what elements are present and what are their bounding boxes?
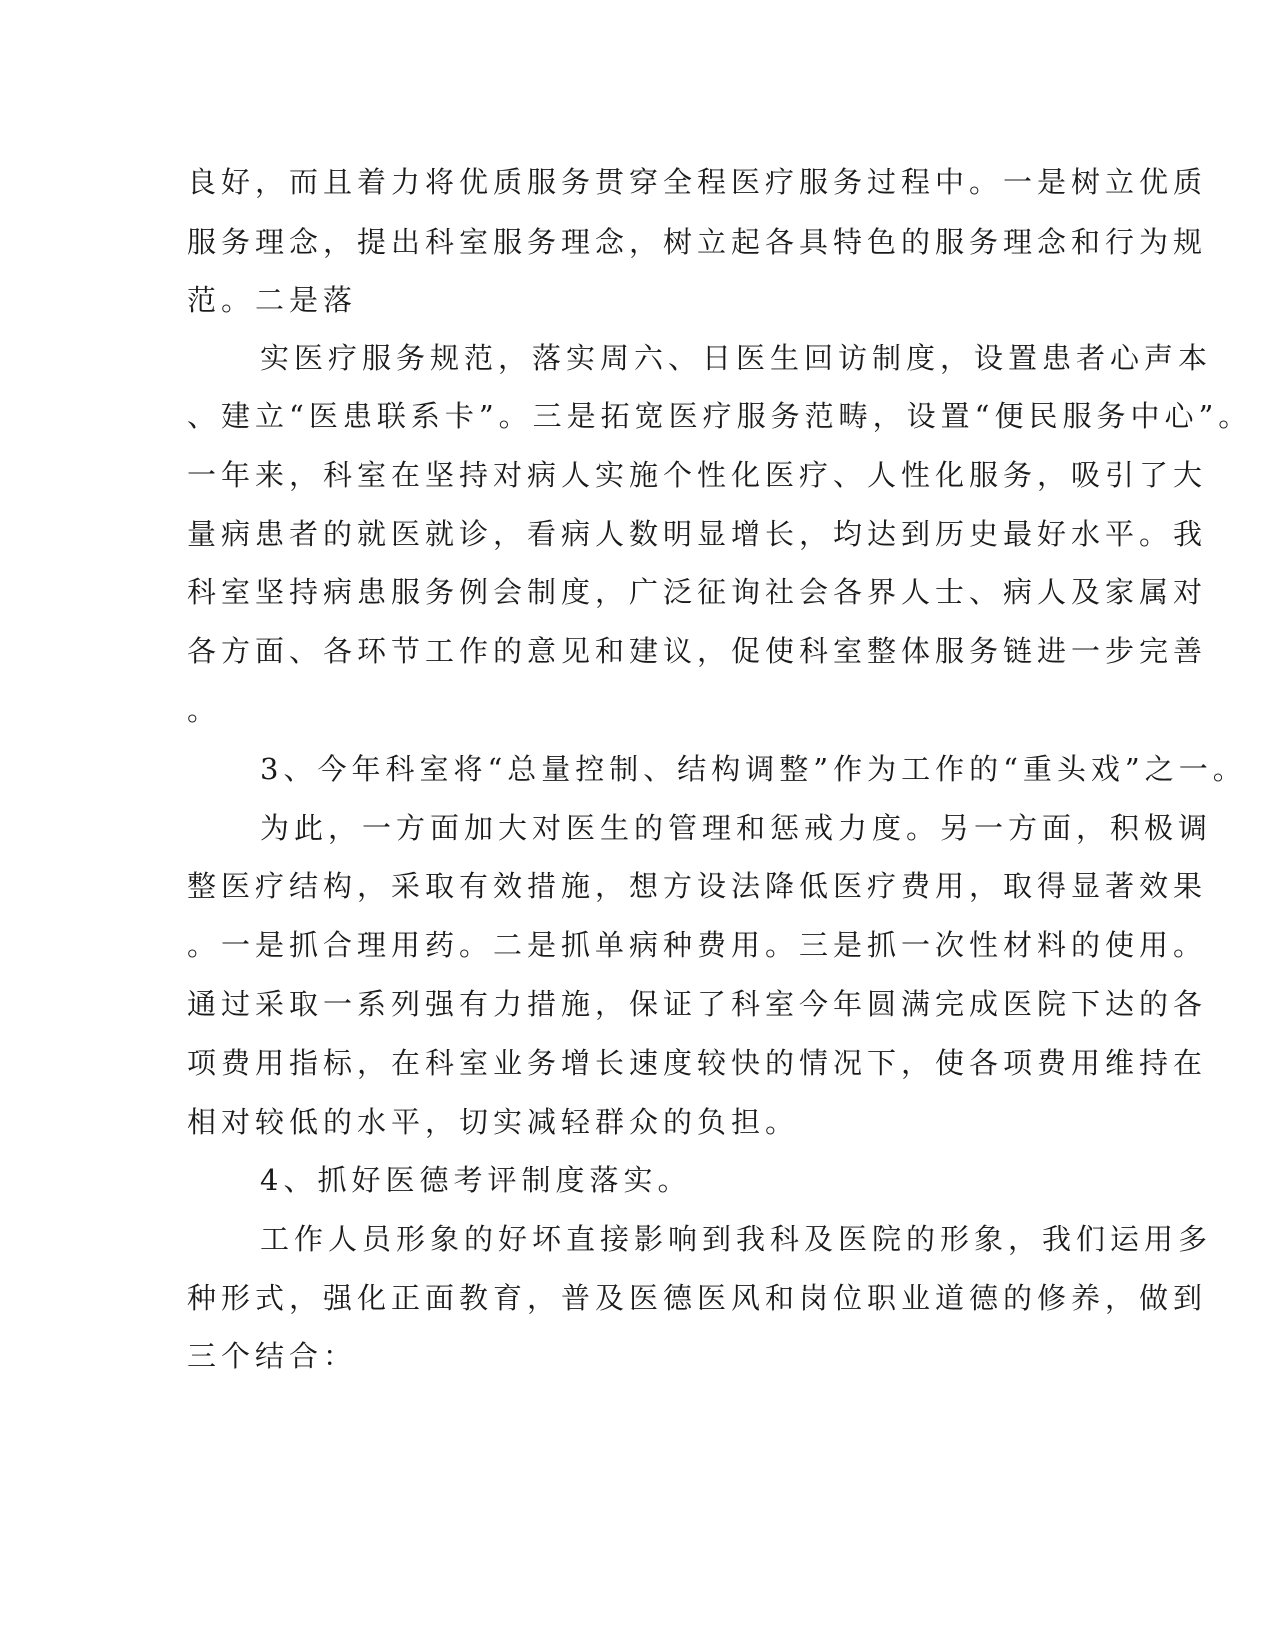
text-line: 种形式，强化正面教育，普及医德医风和岗位职业道德的修养，做到 [187, 1281, 1208, 1315]
text-line: 量病患者的就医就诊，看病人数明显增长，均达到历史最好水平。我 [187, 517, 1208, 551]
text-line: 通过采取一系列强有力措施，保证了科室今年圆满完成医院下达的各 [187, 987, 1208, 1021]
text-line: 4、抓好医德考评制度落实。 [260, 1163, 692, 1197]
text-line: 整医疗结构，采取有效措施，想方设法降低医疗费用，取得显著效果 [187, 869, 1208, 903]
text-line: 。一是抓合理用药。二是抓单病种费用。三是抓一次性材料的使用。 [187, 928, 1208, 962]
text-line: 实医疗服务规范，落实周六、日医生回访制度，设置患者心声本 [260, 341, 1213, 375]
text-line: 服务理念，提出科室服务理念，树立起各具特色的服务理念和行为规 [187, 225, 1208, 259]
text-line: 为此，一方面加大对医生的管理和惩戒力度。另一方面，积极调 [260, 811, 1213, 845]
text-line: 相对较低的水平，切实减轻群众的负担。 [187, 1105, 800, 1139]
text-line: 项费用指标，在科室业务增长速度较快的情况下，使各项费用维持在 [187, 1046, 1208, 1080]
text-line: 工作人员形象的好坏直接影响到我科及医院的形象，我们运用多 [260, 1222, 1213, 1256]
text-line: 。 [187, 693, 222, 727]
text-line: 、建立“医患联系卡”。三是拓宽医疗服务范畴，设置“便民服务中心”。 [187, 399, 1253, 433]
text-line: 一年来，科室在坚持对病人实施个性化医疗、人性化服务，吸引了大 [187, 458, 1208, 492]
text-line: 范。二是落 [187, 283, 358, 317]
text-line: 3、今年科室将“总量控制、结构调整”作为工作的“重头戏”之一。 [260, 752, 1247, 786]
text-line: 三个结合： [187, 1339, 358, 1373]
text-line: 良好，而且着力将优质服务贯穿全程医疗服务过程中。一是树立优质 [187, 165, 1208, 199]
text-line: 科室坚持病患服务例会制度，广泛征询社会各界人士、病人及家属对 [187, 575, 1208, 609]
text-line: 各方面、各环节工作的意见和建议，促使科室整体服务链进一步完善 [187, 634, 1208, 668]
